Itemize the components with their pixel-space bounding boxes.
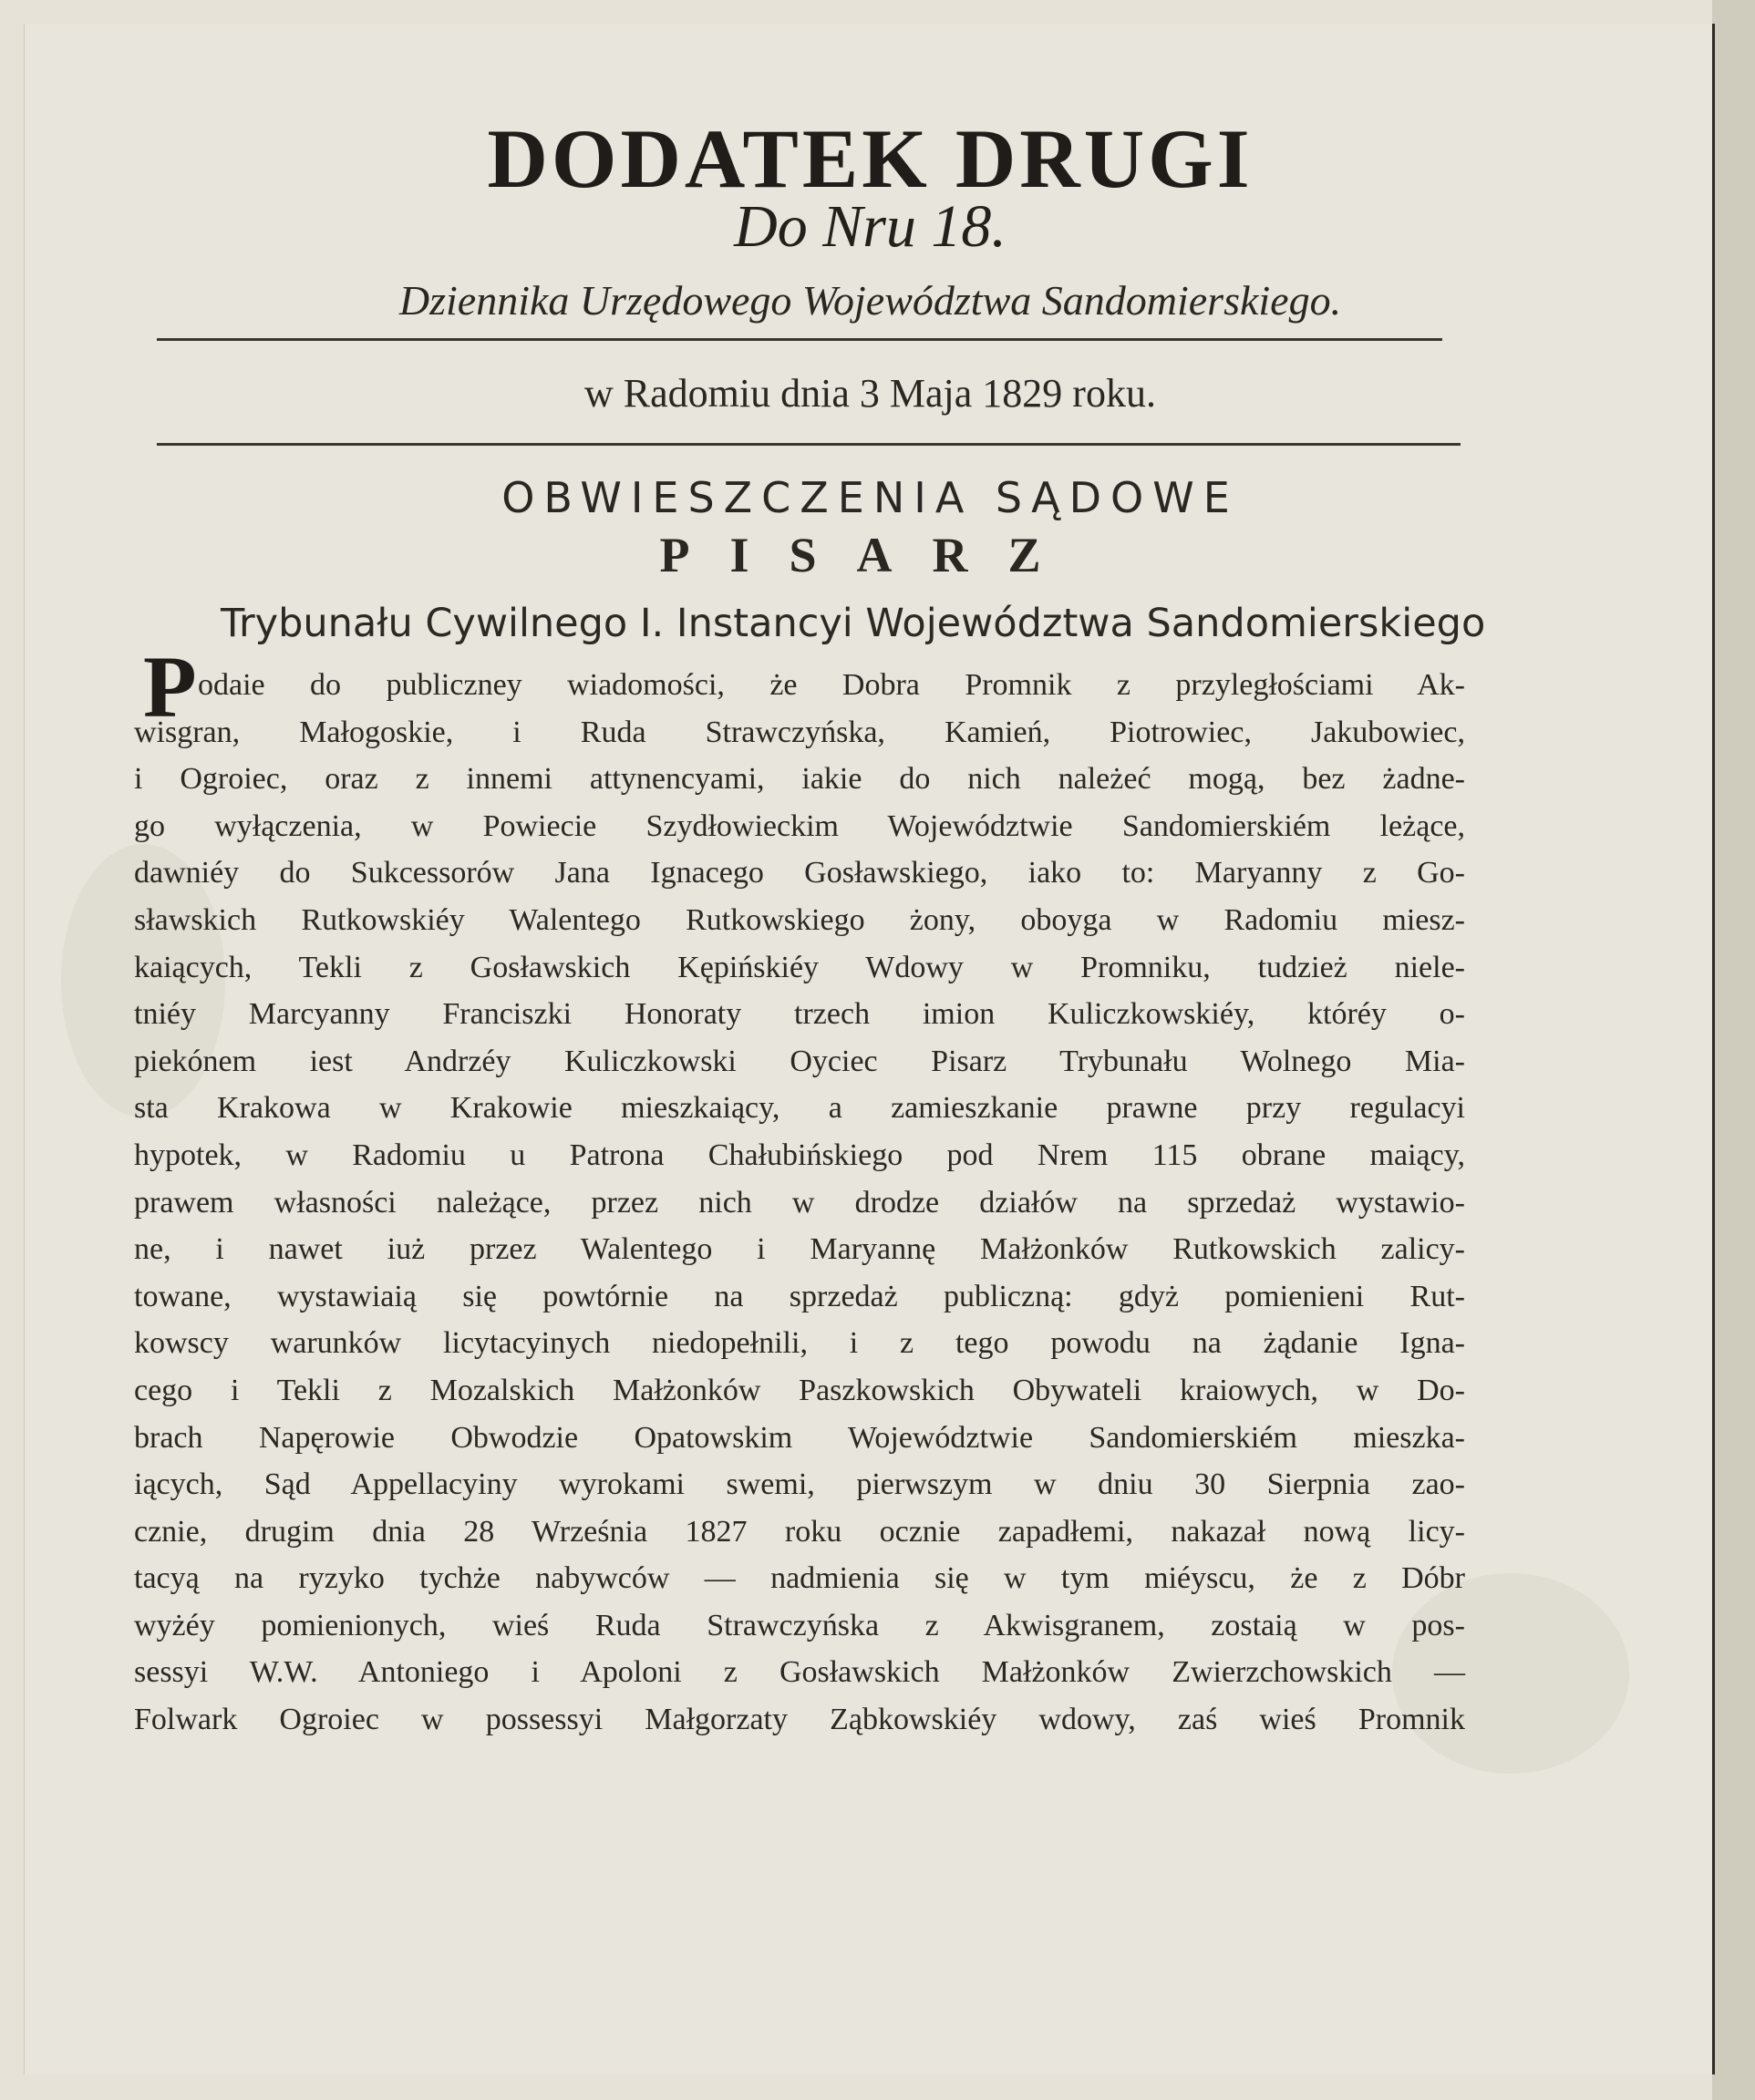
place-date-line: w Radomiu dnia 3 Maja 1829 roku. xyxy=(584,371,1156,416)
body-line: wyżéy pomienionych, wieś Ruda Strawczyńska z Akwisgranem, zostaią w pos- xyxy=(134,1608,1465,1642)
body-line: wisgran, Małogoskie, i Ruda Strawczyńska, Kamień, Piotrowiec, Jakubowiec, xyxy=(134,715,1465,749)
body-line: i Ogroiec, oraz z innemi attynencyami, iakie do nich należeć mogą, bez żadne- xyxy=(134,762,1465,797)
body-line: piekónem iest Andrzéy Kuliczkowski Oyciec Pisarz Trybunału Wolnego Mia- xyxy=(134,1044,1465,1078)
court-name: Trybunału Cywilnego I. Instancyi Województwa Sandomierskiego xyxy=(221,601,1486,646)
body-line: hypotek, w Radomiu u Patrona Chałubińskiego pod Nrem 115 obrane maiący, xyxy=(134,1138,1465,1172)
body-line: cznie, drugim dnia 28 Września 1827 roku ocznie zapadłemi, nakazał nową licy- xyxy=(134,1514,1465,1549)
scan-frame-edge xyxy=(1712,0,1755,2100)
role-heading: PISARZ xyxy=(659,528,1081,582)
header-rule xyxy=(157,443,1461,446)
journal-name: Dziennika Urzędowego Województwa Sandomierskiego. xyxy=(398,277,1342,324)
body-line: iących, Sąd Appellacyiny wyrokami swemi, pierwszym w dniu 30 Sierpnia zao- xyxy=(134,1467,1465,1502)
notice-body xyxy=(134,638,1465,1744)
body-line: kaiących, Tekli z Gosławskich Kępińskiéy Wdowy w Promniku, tudzież niele- xyxy=(134,950,1465,984)
body-line: brach Napęrowie Obwodzie Opatowskim Województwie Sandomierskiém mieszka- xyxy=(134,1420,1465,1455)
body-line: odaie do publiczney wiadomości, że Dobra Promnik z przyległościami Ak- xyxy=(198,668,1465,702)
document-page xyxy=(24,24,1715,2074)
section-heading: OBWIESZCZENIA SĄDOWE xyxy=(501,473,1239,522)
body-line: go wyłączenia, w Powiecie Szydłowieckim Województwie Sandomierskiém leżące, xyxy=(134,808,1465,843)
body-line: dawniéy do Sukcessorów Jana Ignacego Gosławskiego, iako to: Maryanny z Go- xyxy=(134,856,1465,890)
header-rule xyxy=(157,338,1442,341)
body-line: tniéy Marcyanny Franciszki Honoraty trzech imion Kuliczkowskiéy, któréy o- xyxy=(134,997,1465,1032)
body-line: sta Krakowa w Krakowie mieszkaiący, a zamieszkanie prawne przy regulacyi xyxy=(134,1091,1465,1126)
body-line: sessyi W.W. Antoniego i Apoloni z Gosławskich Małżonków Zwierzchowskich — xyxy=(134,1655,1465,1690)
body-line: Folwark Ogroiec w possessyi Małgorzaty Ząbkowskiéy wdowy, zaś wieś Promnik xyxy=(134,1703,1465,1737)
drop-cap: P xyxy=(143,638,197,736)
body-line: sławskich Rutkowskiéy Walentego Rutkowskiego żony, oboyga w Radomiu miesz- xyxy=(134,902,1465,937)
body-line: towane, wystawiaią się powtórnie na sprzedaż publiczną: gdyż pomienieni Rut- xyxy=(134,1279,1465,1313)
issue-number: Do Nru 18. xyxy=(734,193,1007,260)
body-line: tacyą na ryzyko tychże nabywców — nadmienia się w tym miéyscu, że z Dóbr xyxy=(134,1561,1465,1596)
body-line: kowscy warunków licytacyinych niedopełnili, i z tego powodu na żądanie Igna- xyxy=(134,1326,1465,1361)
document-title: DODATEK DRUGI xyxy=(487,112,1254,205)
body-line: prawem własności należące, przez nich w drodze działów na sprzedaż wystawio- xyxy=(134,1185,1465,1220)
body-line: cego i Tekli z Mozalskich Małżonków Paszkowskich Obywateli kraiowych, w Do- xyxy=(134,1373,1465,1407)
body-line: ne, i nawet iuż przez Walentego i Maryannę Małżonków Rutkowskich zalicy- xyxy=(134,1232,1465,1267)
